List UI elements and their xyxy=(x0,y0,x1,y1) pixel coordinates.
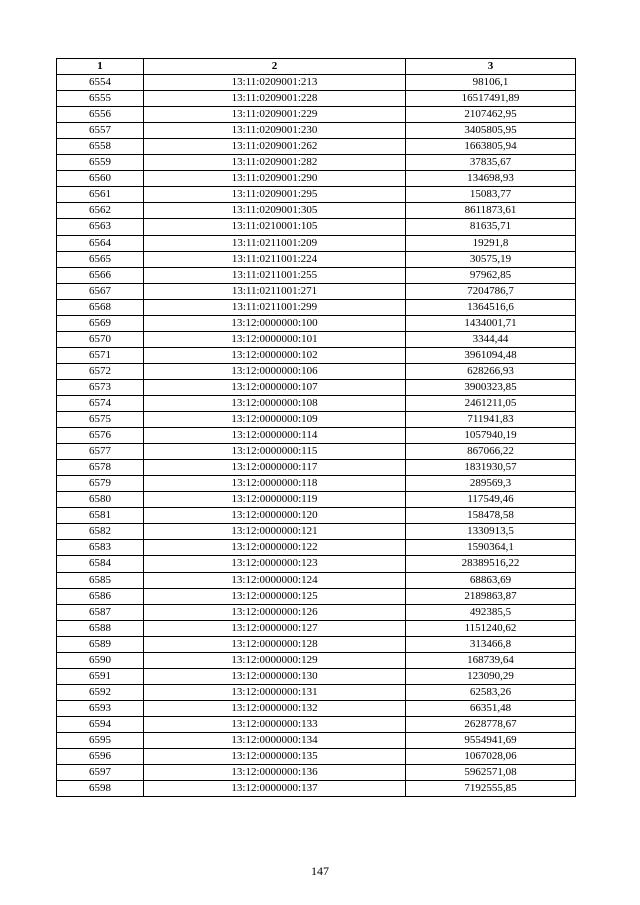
column-header-1: 1 xyxy=(57,59,144,75)
value-cell: 28389516,22 xyxy=(406,556,576,572)
table-row xyxy=(57,749,576,765)
cadastral-number-cell: 13:12:0000000:137 xyxy=(144,781,406,797)
row-number-cell: 6561 xyxy=(57,187,144,203)
row-number-cell: 6563 xyxy=(57,219,144,235)
row-number-cell: 6580 xyxy=(57,492,144,508)
cadastral-number-cell: 13:12:0000000:133 xyxy=(144,716,406,732)
value-cell: 19291,8 xyxy=(406,235,576,251)
row-number-cell: 6574 xyxy=(57,395,144,411)
cadastral-number-cell: 13:12:0000000:107 xyxy=(144,379,406,395)
row-number-cell: 6583 xyxy=(57,540,144,556)
table-row xyxy=(57,203,576,219)
value-cell: 3344,44 xyxy=(406,331,576,347)
value-cell: 2461211,05 xyxy=(406,395,576,411)
row-number-cell: 6556 xyxy=(57,107,144,123)
row-number-cell: 6562 xyxy=(57,203,144,219)
row-number-cell: 6558 xyxy=(57,139,144,155)
table-header-row xyxy=(57,59,576,75)
cadastral-number-cell: 13:11:0209001:290 xyxy=(144,171,406,187)
table-row xyxy=(57,107,576,123)
value-cell: 2628778,67 xyxy=(406,716,576,732)
row-number-cell: 6576 xyxy=(57,428,144,444)
row-number-cell: 6578 xyxy=(57,460,144,476)
row-number-cell: 6573 xyxy=(57,379,144,395)
cadastral-number-cell: 13:12:0000000:134 xyxy=(144,732,406,748)
column-header-2: 2 xyxy=(144,59,406,75)
value-cell: 492385,5 xyxy=(406,604,576,620)
row-number-cell: 6571 xyxy=(57,347,144,363)
value-cell: 62583,26 xyxy=(406,684,576,700)
value-cell: 3405805,95 xyxy=(406,123,576,139)
cadastral-number-cell: 13:12:0000000:127 xyxy=(144,620,406,636)
table-row xyxy=(57,700,576,716)
cadastral-number-cell: 13:12:0000000:109 xyxy=(144,412,406,428)
value-cell: 9554941,69 xyxy=(406,732,576,748)
value-cell: 68863,69 xyxy=(406,572,576,588)
cadastral-number-cell: 13:12:0000000:132 xyxy=(144,700,406,716)
cadastral-number-cell: 13:12:0000000:114 xyxy=(144,428,406,444)
table-row xyxy=(57,444,576,460)
row-number-cell: 6572 xyxy=(57,363,144,379)
table-row xyxy=(57,428,576,444)
cadastral-number-cell: 13:11:0210001:105 xyxy=(144,219,406,235)
cadastral-number-cell: 13:12:0000000:115 xyxy=(144,444,406,460)
cadastral-number-cell: 13:12:0000000:108 xyxy=(144,395,406,411)
row-number-cell: 6555 xyxy=(57,91,144,107)
cadastral-number-cell: 13:11:0209001:229 xyxy=(144,107,406,123)
data-table xyxy=(56,58,576,797)
cadastral-number-cell: 13:12:0000000:100 xyxy=(144,315,406,331)
cadastral-number-cell: 13:12:0000000:128 xyxy=(144,636,406,652)
table-row xyxy=(57,91,576,107)
table-row xyxy=(57,732,576,748)
table-row xyxy=(57,781,576,797)
table-row xyxy=(57,652,576,668)
table-row xyxy=(57,379,576,395)
row-number-cell: 6591 xyxy=(57,668,144,684)
value-cell: 1151240,62 xyxy=(406,620,576,636)
value-cell: 3961094,48 xyxy=(406,347,576,363)
cadastral-number-cell: 13:12:0000000:124 xyxy=(144,572,406,588)
value-cell: 2107462,95 xyxy=(406,107,576,123)
cadastral-number-cell: 13:12:0000000:121 xyxy=(144,524,406,540)
value-cell: 313466,8 xyxy=(406,636,576,652)
table-row xyxy=(57,684,576,700)
value-cell: 168739,64 xyxy=(406,652,576,668)
value-cell: 1330913,5 xyxy=(406,524,576,540)
row-number-cell: 6585 xyxy=(57,572,144,588)
table-row xyxy=(57,283,576,299)
value-cell: 66351,48 xyxy=(406,700,576,716)
cadastral-number-cell: 13:11:0209001:213 xyxy=(144,75,406,91)
cadastral-number-cell: 13:12:0000000:125 xyxy=(144,588,406,604)
table-row xyxy=(57,636,576,652)
row-number-cell: 6590 xyxy=(57,652,144,668)
table-header xyxy=(57,59,576,75)
cadastral-number-cell: 13:11:0209001:228 xyxy=(144,91,406,107)
row-number-cell: 6567 xyxy=(57,283,144,299)
table-row xyxy=(57,347,576,363)
value-cell: 5962571,08 xyxy=(406,765,576,781)
row-number-cell: 6557 xyxy=(57,123,144,139)
table-row xyxy=(57,588,576,604)
table-row xyxy=(57,492,576,508)
cadastral-number-cell: 13:12:0000000:122 xyxy=(144,540,406,556)
row-number-cell: 6582 xyxy=(57,524,144,540)
row-number-cell: 6593 xyxy=(57,700,144,716)
cadastral-number-cell: 13:12:0000000:131 xyxy=(144,684,406,700)
row-number-cell: 6569 xyxy=(57,315,144,331)
cadastral-number-cell: 13:11:0209001:295 xyxy=(144,187,406,203)
row-number-cell: 6565 xyxy=(57,251,144,267)
table-row xyxy=(57,556,576,572)
row-number-cell: 6592 xyxy=(57,684,144,700)
table-body xyxy=(57,75,576,797)
table-row xyxy=(57,267,576,283)
row-number-cell: 6559 xyxy=(57,155,144,171)
table-row xyxy=(57,668,576,684)
value-cell: 7192555,85 xyxy=(406,781,576,797)
value-cell: 97962,85 xyxy=(406,267,576,283)
row-number-cell: 6554 xyxy=(57,75,144,91)
table-row xyxy=(57,716,576,732)
table-row xyxy=(57,572,576,588)
value-cell: 2189863,87 xyxy=(406,588,576,604)
value-cell: 1067028,06 xyxy=(406,749,576,765)
value-cell: 867066,22 xyxy=(406,444,576,460)
value-cell: 16517491,89 xyxy=(406,91,576,107)
table-row xyxy=(57,251,576,267)
cadastral-number-cell: 13:11:0211001:299 xyxy=(144,299,406,315)
value-cell: 3900323,85 xyxy=(406,379,576,395)
value-cell: 1434001,71 xyxy=(406,315,576,331)
value-cell: 15083,77 xyxy=(406,187,576,203)
row-number-cell: 6560 xyxy=(57,171,144,187)
table-row xyxy=(57,331,576,347)
row-number-cell: 6588 xyxy=(57,620,144,636)
value-cell: 158478,58 xyxy=(406,508,576,524)
cadastral-number-cell: 13:11:0209001:262 xyxy=(144,139,406,155)
cadastral-number-cell: 13:12:0000000:123 xyxy=(144,556,406,572)
value-cell: 37835,67 xyxy=(406,155,576,171)
table-row xyxy=(57,604,576,620)
table-row xyxy=(57,524,576,540)
value-cell: 123090,29 xyxy=(406,668,576,684)
cadastral-number-cell: 13:11:0211001:271 xyxy=(144,283,406,299)
row-number-cell: 6594 xyxy=(57,716,144,732)
cadastral-number-cell: 13:12:0000000:119 xyxy=(144,492,406,508)
value-cell: 7204786,7 xyxy=(406,283,576,299)
cadastral-number-cell: 13:12:0000000:106 xyxy=(144,363,406,379)
row-number-cell: 6570 xyxy=(57,331,144,347)
table-row xyxy=(57,235,576,251)
value-cell: 134698,93 xyxy=(406,171,576,187)
value-cell: 81635,71 xyxy=(406,219,576,235)
value-cell: 628266,93 xyxy=(406,363,576,379)
table-row xyxy=(57,123,576,139)
cadastral-number-cell: 13:12:0000000:120 xyxy=(144,508,406,524)
row-number-cell: 6564 xyxy=(57,235,144,251)
cadastral-number-cell: 13:11:0211001:224 xyxy=(144,251,406,267)
table-row xyxy=(57,299,576,315)
value-cell: 1057940,19 xyxy=(406,428,576,444)
value-cell: 30575,19 xyxy=(406,251,576,267)
cadastral-number-cell: 13:11:0211001:209 xyxy=(144,235,406,251)
row-number-cell: 6586 xyxy=(57,588,144,604)
value-cell: 711941,83 xyxy=(406,412,576,428)
value-cell: 1590364,1 xyxy=(406,540,576,556)
cadastral-number-cell: 13:12:0000000:102 xyxy=(144,347,406,363)
cadastral-number-cell: 13:11:0209001:282 xyxy=(144,155,406,171)
table-row xyxy=(57,620,576,636)
row-number-cell: 6575 xyxy=(57,412,144,428)
table-row xyxy=(57,155,576,171)
table-row xyxy=(57,171,576,187)
value-cell: 8611873,61 xyxy=(406,203,576,219)
row-number-cell: 6589 xyxy=(57,636,144,652)
cadastral-number-cell: 13:12:0000000:135 xyxy=(144,749,406,765)
value-cell: 98106,1 xyxy=(406,75,576,91)
row-number-cell: 6596 xyxy=(57,749,144,765)
value-cell: 1364516,6 xyxy=(406,299,576,315)
page-number: 147 xyxy=(311,864,329,878)
row-number-cell: 6581 xyxy=(57,508,144,524)
row-number-cell: 6566 xyxy=(57,267,144,283)
cadastral-number-cell: 13:11:0209001:305 xyxy=(144,203,406,219)
table-row xyxy=(57,460,576,476)
cadastral-number-cell: 13:12:0000000:126 xyxy=(144,604,406,620)
row-number-cell: 6598 xyxy=(57,781,144,797)
value-cell: 1831930,57 xyxy=(406,460,576,476)
value-cell: 1663805,94 xyxy=(406,139,576,155)
table-row xyxy=(57,315,576,331)
row-number-cell: 6595 xyxy=(57,732,144,748)
table-row xyxy=(57,476,576,492)
table-row xyxy=(57,765,576,781)
cadastral-number-cell: 13:12:0000000:101 xyxy=(144,331,406,347)
cadastral-number-cell: 13:12:0000000:118 xyxy=(144,476,406,492)
value-cell: 289569,3 xyxy=(406,476,576,492)
table-row xyxy=(57,395,576,411)
table-row xyxy=(57,219,576,235)
column-header-3: 3 xyxy=(406,59,576,75)
value-cell: 117549,46 xyxy=(406,492,576,508)
cadastral-number-cell: 13:12:0000000:136 xyxy=(144,765,406,781)
table-row xyxy=(57,540,576,556)
table-row xyxy=(57,363,576,379)
table-row xyxy=(57,187,576,203)
row-number-cell: 6568 xyxy=(57,299,144,315)
cadastral-number-cell: 13:12:0000000:117 xyxy=(144,460,406,476)
row-number-cell: 6597 xyxy=(57,765,144,781)
cadastral-number-cell: 13:11:0209001:230 xyxy=(144,123,406,139)
row-number-cell: 6577 xyxy=(57,444,144,460)
row-number-cell: 6584 xyxy=(57,556,144,572)
row-number-cell: 6579 xyxy=(57,476,144,492)
cadastral-number-cell: 13:12:0000000:130 xyxy=(144,668,406,684)
table-row xyxy=(57,75,576,91)
table-row xyxy=(57,508,576,524)
row-number-cell: 6587 xyxy=(57,604,144,620)
table-row xyxy=(57,412,576,428)
cadastral-number-cell: 13:11:0211001:255 xyxy=(144,267,406,283)
table-row xyxy=(57,139,576,155)
cadastral-number-cell: 13:12:0000000:129 xyxy=(144,652,406,668)
